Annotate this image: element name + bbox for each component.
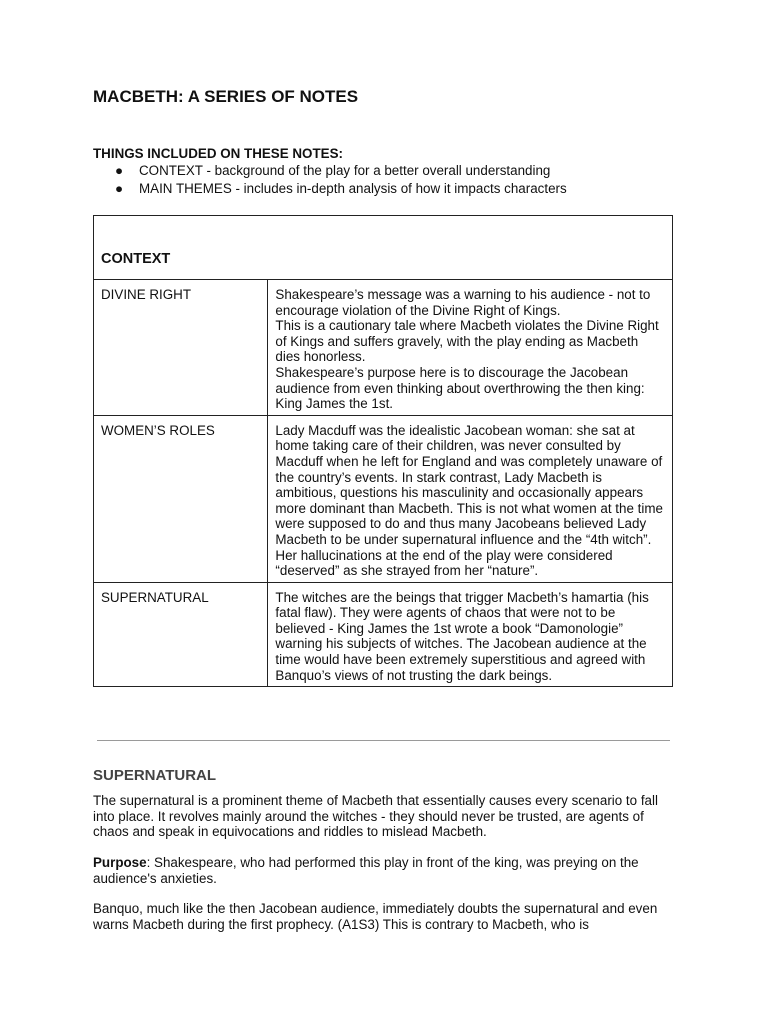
table-row [94,582,673,687]
banquo-paragraph: Banquo, much like the then Jacobean audience, immediately doubts the supernatural and even warns Macbeth during the first prophecy. (A1S3) This is contrary to Macbeth, who is [93,901,658,932]
document-title: MACBETH: A SERIES OF NOTES [93,87,359,106]
purpose-text: : Shakespeare, who had performed this play in front of the king, was preying on the audience's anxieties. [93,855,639,886]
list-item [93,180,567,198]
included-list [93,162,567,198]
supernatural-intro-paragraph: The supernatural is a prominent theme of Macbeth that essentially causes every scenario to fall into place. It revolves mainly around the witches - they should never be trusted, are agents of chaos and speak in equivocations and riddles to mislead Macbeth. [93,793,658,840]
horizontal-divider [97,740,670,741]
context-table [93,215,673,687]
bullet-icon: ● [115,163,124,178]
row-text: Shakespeare’s message was a warning to his audience - not to encourage violation of the Divine Right of Kings. This is a cautionary tale where Macbeth violates the Divine Right of Kings and suffers gravely, with the play ending as Macbeth dies honorless. Shakespeare’s purpose here is to discourage the Jacobean audience from even thinking about overthrowing the then king: King James the 1st. [268,280,673,416]
purpose-paragraph [93,855,673,886]
row-label: SUPERNATURAL [94,582,268,687]
table-header-row [94,216,673,280]
purpose-label: Purpose [93,855,147,870]
row-text: Lady Macduff was the idealistic Jacobean woman: she sat at home taking care of their children, was never consulted by Macduff when he left for England and was completely unaware of the country’s events. In stark contrast, Lady Macbeth is ambitious, questions his masculinity and occasionally appears more dominant than Macbeth. This is not what women at the time were supposed to do and thus many Jacobeans believed Lady Macbeth to be under supernatural influence and the “4th witch”. Her hallucinations at the end of the play were considered “deserved” as she strayed from her “nature”. [268,415,673,582]
table-row [94,415,673,582]
section-heading-supernatural: SUPERNATURAL [93,767,217,784]
context-table-heading: CONTEXT [94,216,673,280]
bullet-icon: ● [115,181,124,196]
row-text: The witches are the beings that trigger Macbeth’s hamartia (his fatal flaw). They were agents of chaos that were not to be believed - King James the 1st wrote a book “Damonologie” warning his subjects of witches. The Jacobean audience at the time would have been extremely superstitious and agreed with Banquo’s views of not trusting the dark beings. [268,582,673,687]
list-item-text: CONTEXT - background of the play for a better overall understanding [139,163,551,178]
table-row [94,280,673,416]
included-heading: THINGS INCLUDED ON THESE NOTES: [93,146,343,161]
row-label: WOMEN’S ROLES [94,415,268,582]
list-item [93,162,567,180]
list-item-text: MAIN THEMES - includes in-depth analysis of how it impacts characters [139,181,567,196]
row-label: DIVINE RIGHT [94,280,268,416]
